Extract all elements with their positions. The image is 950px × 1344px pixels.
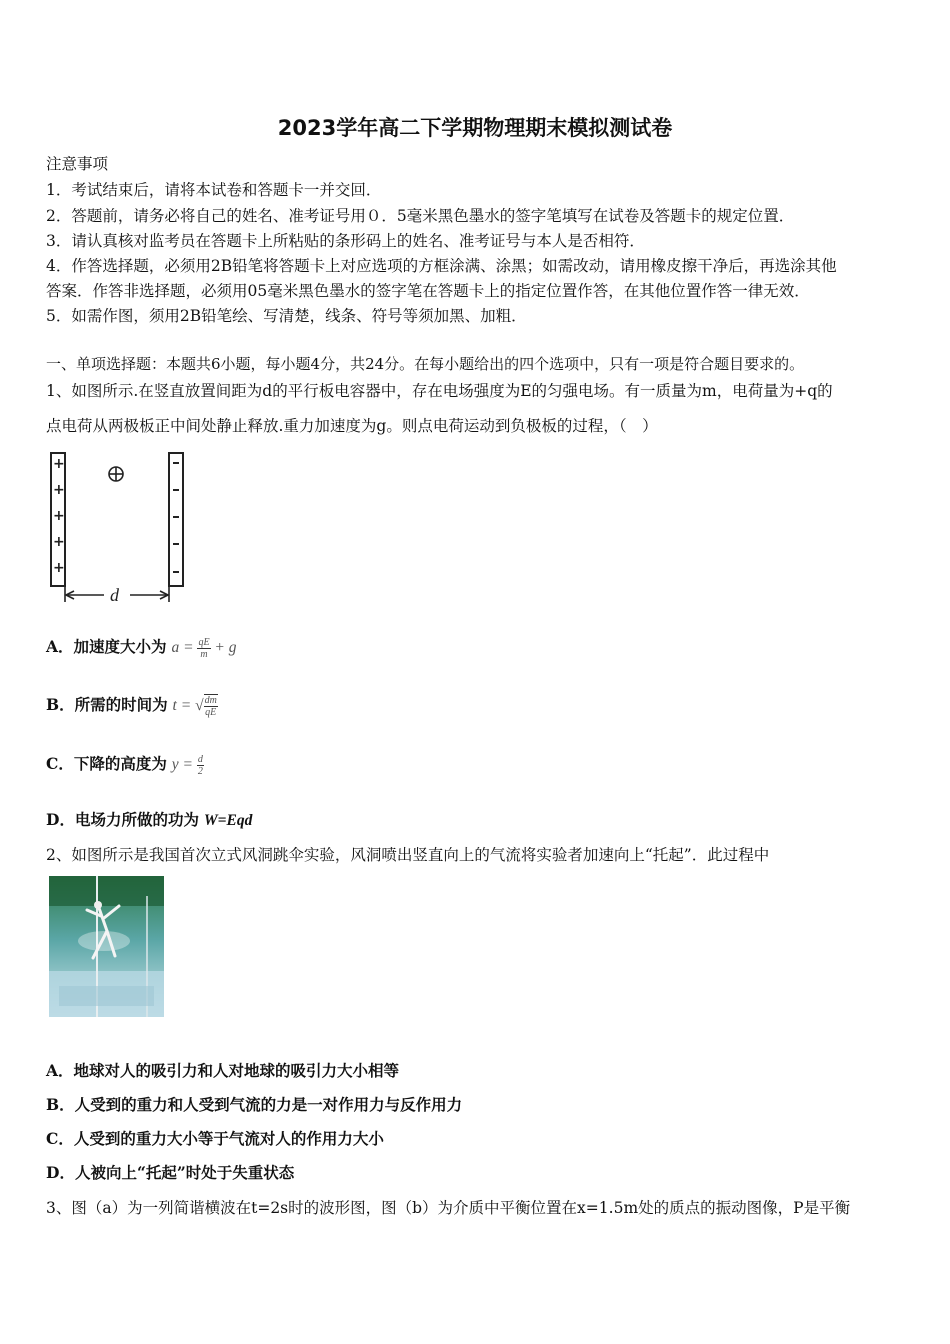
- q2-option-d[interactable]: D．人被向上“托起”时处于失重状态: [46, 1163, 295, 1182]
- notice-item: 1．考试结束后，请将本试卷和答题卡一并交回．: [46, 181, 382, 199]
- notice-item: 2．答题前，请务必将自己的姓名、准考证号用０．5毫米黑色墨水的签字笔填写在试卷及答题卡的规定位置．: [46, 207, 795, 225]
- formula-c: y = $\frac{d}{2}$: [171, 753, 203, 777]
- svg-text:+: +: [53, 534, 65, 550]
- option-d-label: D．电场力所做的功为: [46, 810, 199, 829]
- notice-item: 3．请认真核对监考员在答题卡上所粘贴的条形码上的姓名、准考证号与本人是否相符．: [46, 232, 645, 250]
- q2-option-b[interactable]: B．人受到的重力和人受到气流的力是一对作用力与反作用力: [46, 1095, 463, 1114]
- notice-heading: 注意事项: [46, 155, 109, 173]
- q1-stem-line1: 1、如图所示.在竖直放置间距为d的平行板电容器中，存在电场强度为E的匀强电场。有一质量为m，电荷量为+q的: [46, 382, 833, 400]
- q1-option-a[interactable]: [46, 635, 237, 660]
- q2-option-a[interactable]: A．地球对人的吸引力和人对地球的吸引力大小相等: [46, 1061, 400, 1080]
- svg-text:+: +: [53, 560, 65, 576]
- option-b-label: B．所需的时间为: [46, 695, 168, 714]
- notice-item: 4．作答选择题，必须用2B铅笔将答题卡上对应选项的方框涂满、涂黑；如需改动，请用橡皮擦干净后，再选涂其他: [46, 257, 837, 275]
- q2-stem: 2、如图所示是我国首次立式风洞跳伞实验，风洞喷出竖直向上的气流将实验者加速向上“托起”．此过程中: [46, 846, 770, 864]
- formula-b: t = √ $\frac{dm}{qE}$: [172, 695, 217, 719]
- q1-option-b[interactable]: [46, 693, 218, 718]
- wind-tunnel-photo: [49, 876, 164, 1017]
- distance-label: d: [110, 585, 119, 605]
- svg-text:+: +: [53, 508, 65, 524]
- option-a-label: A．加速度大小为: [46, 637, 167, 656]
- section-heading: 一、单项选择题：本题共6小题，每小题4分，共24分。在每小题给出的四个选项中，只有一项是符合题目要求的。: [46, 355, 805, 373]
- formula-a: a = $\frac{qE}{m}$ + g: [171, 636, 237, 660]
- svg-text:+: +: [53, 456, 65, 472]
- svg-text:+: +: [53, 482, 65, 498]
- q1-option-d[interactable]: [46, 808, 252, 830]
- page-title: 2023学年高二下学期物理期末模拟测试卷: [277, 116, 673, 140]
- option-c-label: C．下降的高度为: [46, 754, 167, 773]
- formula-d: W=Eqd: [203, 812, 253, 829]
- q1-option-c[interactable]: [46, 752, 204, 777]
- q1-stem-line2: 点电荷从两极板正中间处静止释放.重力加速度为g。则点电荷运动到负极板的过程，（ ）: [46, 417, 658, 435]
- capacitor-diagram: [44, 448, 194, 608]
- minus-signs: [173, 463, 179, 572]
- capacitor-figure: [44, 448, 194, 612]
- negative-plate: [169, 453, 183, 586]
- q3-stem: 3、图（a）为一列简谐横波在t=2s时的波形图，图（b）为介质中平衡位置在x=1.5m处的质点的振动图像，P是平衡: [46, 1199, 851, 1217]
- notice-item: 5．如需作图，须用2B铅笔绘、写清楚，线条、符号等须加黑、加粗．: [46, 307, 527, 325]
- q2-option-c[interactable]: C．人受到的重力大小等于气流对人的作用力大小: [46, 1129, 384, 1148]
- plus-signs: [53, 456, 65, 576]
- point-charge-icon: [109, 467, 123, 481]
- notice-item: 答案．作答非选择题，必须用05毫米黑色墨水的签字笔在答题卡上的指定位置作答，在其他位置作答一律无效．: [46, 282, 810, 300]
